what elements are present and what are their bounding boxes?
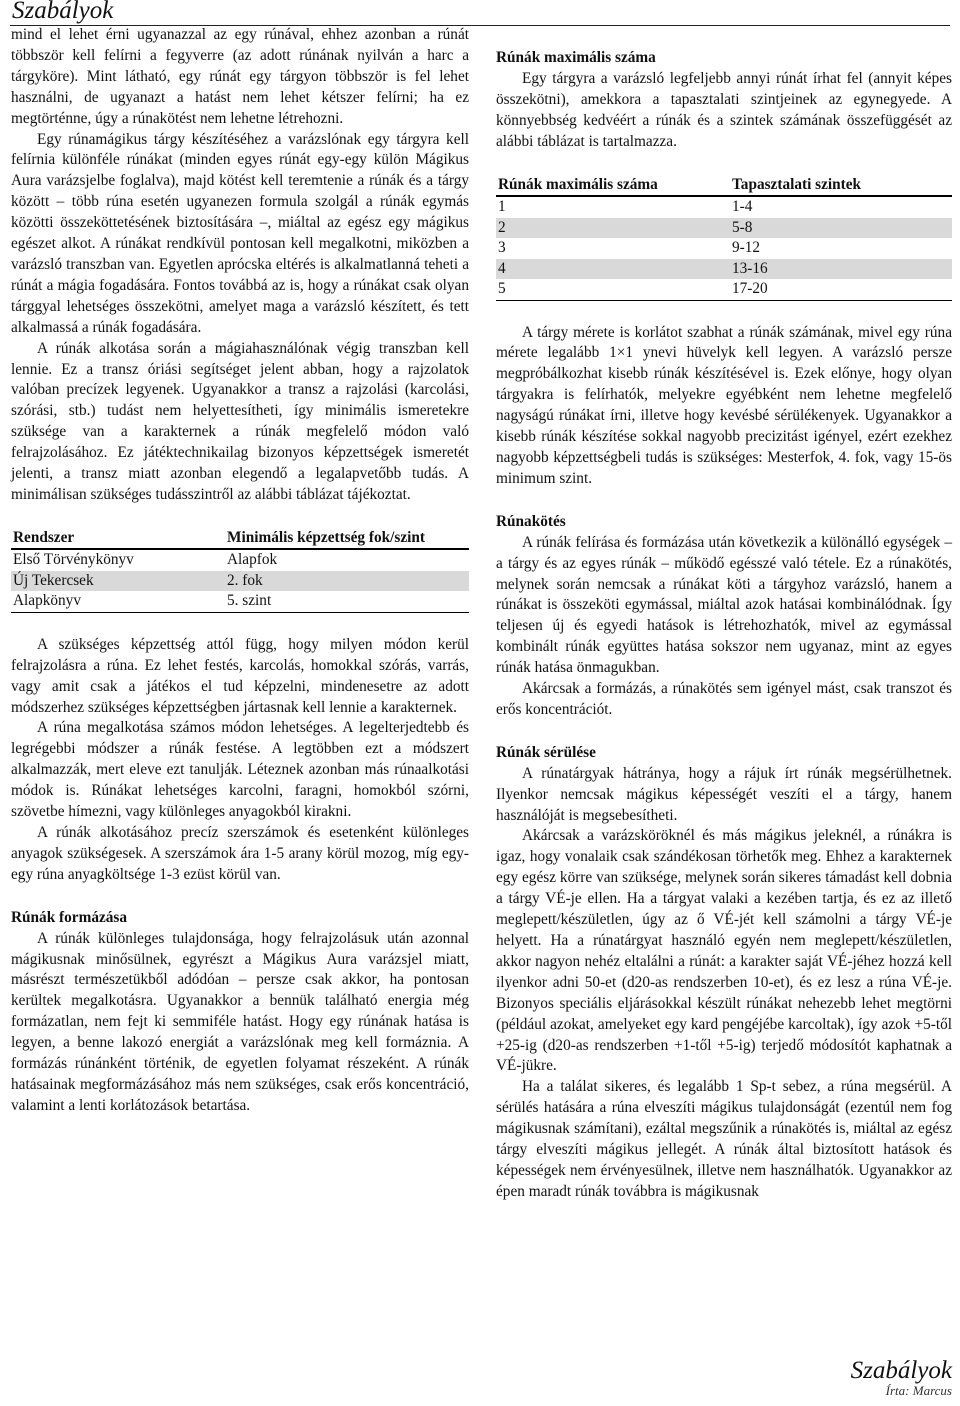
paragraph: A rúnák alkotásához precíz szerszámok és esetenként különleges anyagok szükségesek. A szerszámok ára 1-5 arany körül mozog, míg egy-egy rúna anyagköltsége 1-3 ezüst körül van. [11, 824, 469, 883]
table-cell: 5. szint [225, 591, 469, 612]
table-header-row [11, 528, 469, 550]
paragraph: Ha a találat sikeres, és legalább 1 Sp-t sebez, a rúna megsérül. A sérülés hatására a rúna elveszíti mágikus tulajdonságát (ezentúl nem fog mágikusnak számítani), ezáltal megszűnik a rúnakötés is, miáltal az egész tárgy elveszíti mágikus jellegét. A rúnák által biztosított hatások és képességek nem érvényesülnek, illetve nem használhatók. Ugyanakkor az épen maradt rúnák továbbra is mágikusnak [496, 1078, 952, 1200]
table-cell: 2. fok [225, 571, 469, 592]
section-heading: Rúnák maximális száma [496, 49, 656, 66]
spacer [496, 721, 952, 743]
header-title: Szabályok [12, 0, 114, 24]
spacer [11, 613, 469, 635]
column-header: Rúnák maximális száma [496, 175, 730, 197]
table-cell: Alapfok [227, 551, 278, 569]
table-cell: Alapkönyv [11, 591, 225, 612]
paragraph: Akárcsak a varázsköröknél és más mágikus jeleknél, a rúnákra is igaz, hogy vonalaik csak szándékosan törhetők meg. Ehhez a karakternek egy egész körre van szüksége, melynek során sikeres támadást kell dobnia a tárgy VÉ-je ellen. Ha a tárgyat valaki a kezében tartja, és ez az illető meglepett/készületlen, úgy az ő VÉ-jét kell számolni a tárgy VÉ-je helyett. Ha a rúnatárgyat használó egyén nem meglepett/készületlen, akkor nagyon nehéz eltalálni a rúnát: a karakter saját VÉ-jéhez hozzá kell ilyenkor adni 50-et (d20-as rendszerben 10-et), és ez lesz a rúna VÉ-je. Bizonyos speciális eljárásokkal készült rúnákat nehezebb lehet megtörni (például azokat, amelyeket egy kard pengéjébe karcoltak), így azok +5-től +25-ig (d20-as rendszerben +1-től +5-ig) terjedő módosítót kaphatnak a VÉ-jükre. [496, 827, 952, 1075]
right-column [496, 48, 952, 1203]
column-header: Rendszer [11, 528, 225, 550]
table-cell: 2 [496, 218, 730, 239]
table-row [496, 279, 952, 300]
spacer [496, 153, 952, 175]
table-cell: 13-16 [730, 259, 952, 280]
table-row [496, 238, 952, 259]
section-heading: Rúnakötés [496, 512, 566, 530]
rune-level-table [496, 175, 952, 301]
spacer [11, 506, 469, 528]
table-cell: 5 [496, 279, 730, 300]
table-row [496, 218, 952, 239]
spacer [496, 490, 952, 512]
paragraph: A rúnatárgyak hátránya, hogy a rájuk írt rúnák megsérülhetnek. Ilyenkor nemcsak mágikus képességét veszíti el a tárgy, hanem használóját is megsebesítheti. [496, 764, 952, 824]
table-row [11, 591, 469, 612]
table-cell: 1-4 [732, 198, 753, 216]
skill-table [11, 528, 469, 613]
column-header: Minimális képzettség fok/szint [225, 528, 469, 550]
paragraph: Akárcsak a formázás, a rúnakötés sem igényel mást, csak transzot és erős koncentrációt. [496, 680, 952, 718]
paragraph: A rúnák felírása és formázása után következik a különálló egységek – a tárgy és az egyes rúnák – működő egésszé való tétele. Ez a rúnakötés, melynek során nemcsak a rúnákat köti a tárgyhoz varázsló, hanem a rúnákat is összeköti egymással, miáltal azok hatásai kombinálódnak. Így teljesen új és egyedi hatások is létrehozhatók, mivel az egymással kombinált rúnák együttes hatása sokszor nem ugyanaz, mint az egyes rúnák hatása önmagukban. [496, 533, 952, 677]
table-row [11, 571, 469, 592]
spacer [11, 886, 469, 908]
paragraph: A szükséges képzettség attól függ, hogy milyen módon kerül felrajzolásra a rúna. Ez lehet festés, karcolás, homokkal szórás, varrás, vagy amit csak a játékos el tud képzelni, mindenesetre az adott módszerhez szükséges képzettségben jártasnak kell lennie a karakternek. [11, 635, 469, 716]
paragraph: Egy tárgyra a varázsló legfeljebb annyi rúnát írhat fel (annyit képes összekötni), amekkora a tapasztalati szintjeinek az egynegyede. A könnyebbség kedvéért a rúnák és a szintek számának összefüggését az alábbi táblázat is tartalmazza. [496, 69, 952, 150]
table-cell: Új Tekercsek [11, 571, 225, 592]
paragraph: mind el lehet érni ugyanazzal az egy rúnával, ehhez azonban a rúnát többször kell felírni a fegyverre (az adott rúnának nyilván a harc a tárgyköre). Mint látható, egy rúnát egy tárgyon többször is fel lehet használni, de ugyanazt a hatást nem lehet kétszer felírni; ha ez megtörténne, úgy a rúnakötést nem lehetne létrehozni. [11, 26, 469, 127]
table-cell: 1 [498, 198, 506, 216]
table-header-row [496, 175, 952, 197]
footer-title: Szabályok [850, 1357, 952, 1384]
section-heading: Rúnák sérülése [496, 743, 596, 761]
table-cell: 3 [498, 239, 506, 257]
table-cell: Első Törvénykönyv [13, 551, 134, 569]
table-cell: 4 [496, 259, 730, 280]
table-row [11, 549, 469, 571]
footer-author: Írta: Marcus [885, 1383, 952, 1398]
table-row [496, 196, 952, 218]
page-footer [851, 1358, 952, 1398]
left-column [11, 25, 469, 1117]
paragraph: A rúna megalkotása számos módon lehetséges. A legelterjedtebb és legrégebbi módszer a rúnák festése. A legtöbben ezt a módszert alkalmazzák, mert eleve ezt tanulják. Léteznek azonban más rúnaalkotási módok is. Rúnákat lehetséges karcolni, faragni, homokból szórni, szövetbe hímezni, vagy különleges anyagokból kirakni. [11, 719, 469, 821]
column-header: Tapasztalati szintek [730, 175, 952, 197]
table-cell: 17-20 [730, 279, 952, 300]
paragraph: A tárgy mérete is korlátot szabhat a rúnák számának, mivel egy rúna mérete legalább 1×1 ynevi hüvelyk kell legyen. A varázsló persze megpróbálkozhat kisebb rúnák készítésével is. Ezek előnye, hogy olyan tárgyakra is felírhatók, melyekre egyébként nem lehetne megfelelő nagyságú rúnákat írni, illetve hogy kevésbé sérülékenyek. Ugyanakkor a kisebb rúnák készítése sokkal nagyobb precizitást igényel, ezért ezekhez nagyobb képzettségbeli tudás is szükséges: Mesterfok, 4. fok, vagy 15-ös minimum szint. [496, 323, 952, 487]
spacer [496, 301, 952, 323]
paragraph: A rúnák különleges tulajdonsága, hogy felrajzolásuk után azonnal mágikusnak minősülnek, egyrészt a Mágikus Aura varázsjel miatt, másrészt természetükből adódóan – persze csak akkor, ha pontosan kerültek megalkotásra. Ugyanakkor a bennük található energia még formázatlan, nem fejt ki semmiféle hatást. Hogy egy rúnának hatása is legyen, a benne lakozó energiát a varázslónak meg kell formáznia. A formázás rúnánként történik, de egyetlen folyamat részeként. A rúnák hatásainak megformázásához más nem szükséges, csak erős koncentráció, valamint a lenti korlátozások betartása. [11, 929, 469, 1114]
paragraph: Egy rúnamágikus tárgy készítéséhez a varázslónak egy tárgyra kell felírnia különféle rúnákat (minden egyes rúnát egy-egy külön Mágikus Aura varázsjelbe foglalva), majd kötést kell teremtenie a rúnák és a tárgy között – több rúna esetén ugyanezen formula szolgál a rúnák egymás közötti összeköttetésének biztosítására –, miáltal az egész egy mágikus egészet alkot. A rúnákat rendkívül pontosan kell megalkotni, miközben a varázsló transzban van. Egyetlen aprócska eltérés is alkalmatlanná teheti a rúnát a mágia fogadására. Fontos továbbá az is, hogy a rúnákat csak olyan tárggyal lehetséges összekötni, amelyet maga a varázsló készített, és tett alkalmassá a rúnák fogadására. [11, 130, 469, 336]
paragraph: A rúnák alkotása során a mágiahasználónak végig transzban kell lennie. Ez a transz óriási segítséget jelent abban, hogy a rajzolatok valóban precízek legyenek. Ugyanakkor a transz a rajzolási (karcolási, szórási, stb.) tudást nem helyettesítheti, így minimális ismeretekre szüksége van a karakternek a rúnák megfelelő módon való felrajzolásához. Ez játéktechnikailag bizonyos képzettségek ismeretét jelenti, a transz miatt azonban elegendő a legalapvetőbb tudás. A minimálisan szükséges tudásszintről az alábbi táblázat tájékoztat. [11, 339, 469, 503]
section-heading: Rúnák formázása [11, 908, 128, 926]
page-header [10, 0, 950, 26]
table-cell: 9-12 [732, 239, 761, 257]
table-cell: 5-8 [730, 218, 952, 239]
table-row [496, 259, 952, 280]
